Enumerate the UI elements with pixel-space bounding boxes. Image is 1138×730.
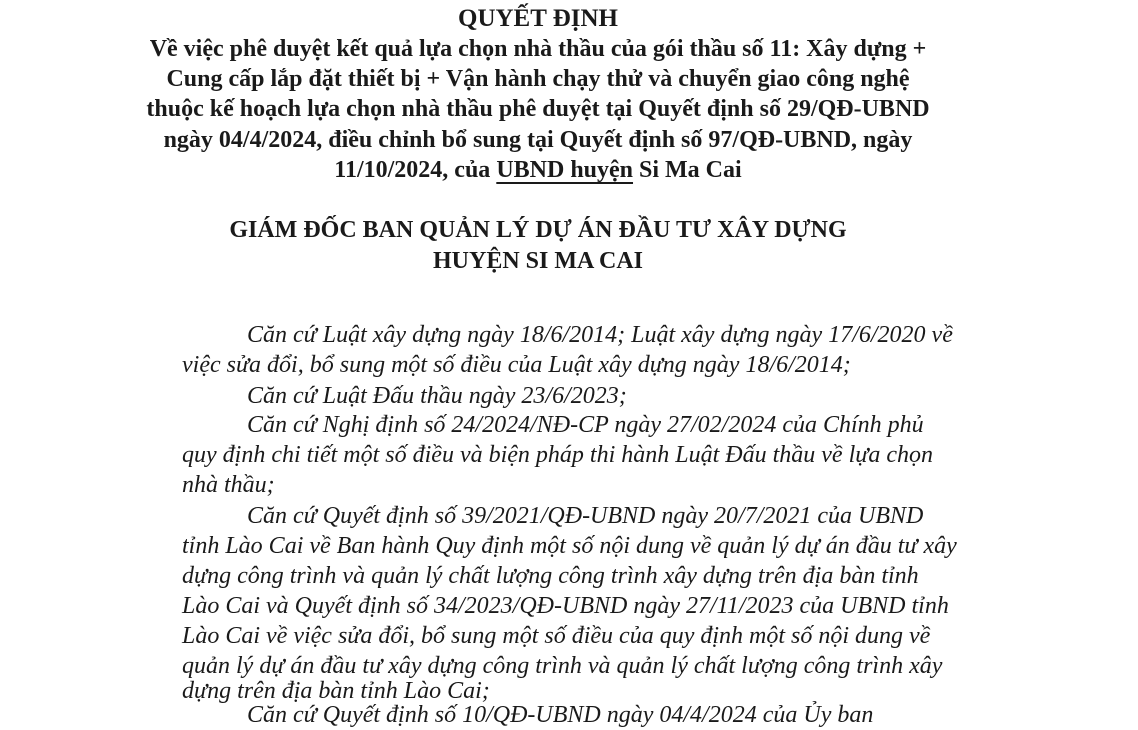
subject-line-3: thuộc kế hoạch lựa chọn nhà thầu phê duyệt tại Quyết định số 29/QĐ-UBND (146, 96, 930, 122)
subject-last-after: Si Ma Cai (633, 157, 742, 183)
subject-line-1: Về việc phê duyệt kết quả lựa chọn nhà thầu của gói thầu số 11: Xây dựng + (149, 36, 927, 62)
paragraph-line-4: Căn cứ Nghị định số 24/2024/NĐ-CP ngày 27/02/2024 của Chính phủ (247, 412, 924, 438)
paragraph-line-3: Căn cứ Luật Đấu thầu ngày 23/6/2023; (247, 383, 627, 409)
paragraph-line-13: dựng trên địa bàn tỉnh Lào Cai; (182, 678, 490, 704)
paragraph-line-5: quy định chi tiết một số điều và biện pháp thi hành Luật Đấu thầu về lựa chọn (182, 442, 933, 468)
subject-last-before: 11/10/2024, của (334, 157, 497, 183)
paragraph-line-2: việc sửa đổi, bổ sung một số điều của Luật xây dựng ngày 18/6/2014; (182, 352, 851, 378)
paragraph-line-1: Căn cứ Luật xây dựng ngày 18/6/2014; Luật xây dựng ngày 17/6/2020 về (247, 322, 953, 348)
document-title: QUYẾT ĐỊNH (458, 5, 618, 32)
authority-line-1: GIÁM ĐỐC BAN QUẢN LÝ DỰ ÁN ĐẦU TƯ XÂY DỰNG (229, 217, 847, 243)
paragraph-line-11: Lào Cai về việc sửa đổi, bổ sung một số điều của quy định một số nội dung về (182, 623, 931, 649)
subject-underlined-text: UBND huyện (496, 157, 634, 183)
paragraph-line-6: nhà thầu; (182, 472, 275, 498)
subject-line-4: ngày 04/4/2024, điều chỉnh bổ sung tại Quyết định số 97/QĐ-UBND, ngày (163, 127, 913, 153)
paragraph-line-9: dựng công trình và quản lý chất lượng công trình xây dựng trên địa bàn tỉnh (182, 563, 919, 589)
paragraph-line-8: tỉnh Lào Cai về Ban hành Quy định một số nội dung về quản lý dự án đầu tư xây (182, 533, 957, 559)
subject-line-2: Cung cấp lắp đặt thiết bị + Vận hành chạy thử và chuyển giao công nghệ (166, 66, 910, 92)
paragraph-line-10: Lào Cai và Quyết định số 34/2023/QĐ-UBND ngày 27/11/2023 của UBND tỉnh (182, 593, 949, 619)
paragraph-line-7: Căn cứ Quyết định số 39/2021/QĐ-UBND ngày 20/7/2021 của UBND (247, 503, 924, 529)
authority-line-2: HUYỆN SI MA CAI (432, 248, 644, 274)
paragraph-line-12: quản lý dự án đầu tư xây dựng công trình và quản lý chất lượng công trình xây (182, 653, 943, 679)
subject-line-5 (0, 155, 1138, 185)
cutoff-line: Căn cứ Quyết định số 10/QĐ-UBND ngày 04/4/2024 của Ủy ban (247, 702, 874, 728)
